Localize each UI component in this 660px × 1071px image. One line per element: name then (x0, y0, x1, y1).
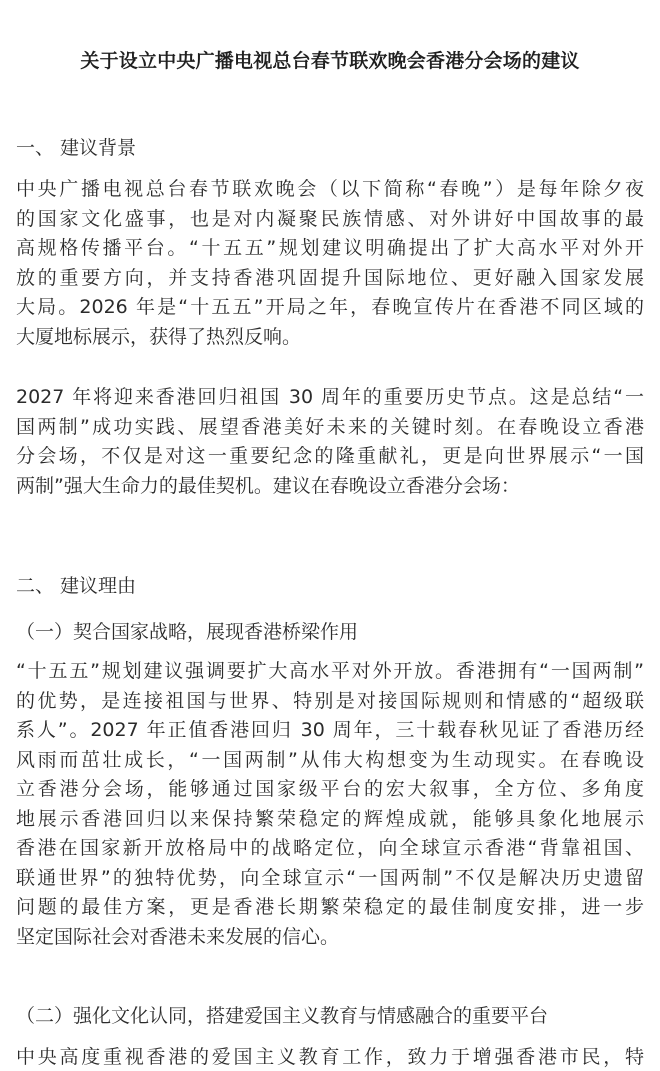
paragraph-line: 中央高度重视香港的爱国主义教育工作，致力于增强香港市民，特 (16, 1046, 644, 1068)
paragraph-line: 高规格传播平台。“十五五”规划建议明确提出了扩大高水平对外开 (16, 237, 644, 259)
paragraph-line: “十五五”规划建议强调要扩大高水平对外开放。香港拥有“一国两制” (16, 660, 644, 682)
paragraph-line: 的优势，是连接祖国与世界、特别是对接国际规则和情感的“超级联 (16, 689, 644, 712)
section-heading-reasons: 二、 建议理由 (16, 575, 137, 597)
paragraph-line: 坚定国际社会对香港未来发展的信心。 (16, 925, 340, 948)
paragraph-background-2 (16, 383, 644, 501)
subsection-heading-culture: （二）强化文化认同，搭建爱国主义教育与情感融合的重要平台 (16, 1005, 549, 1027)
paragraph-strategy (16, 657, 644, 952)
paragraph-line: 系人”。2027 年正值香港回归 30 周年，三十载春秋见证了香港历经 (16, 719, 644, 741)
paragraph-culture (16, 1043, 644, 1071)
section-heading-background: 一、 建议背景 (16, 137, 137, 159)
paragraph-line: 大局。2026 年是“十五五”开局之年，春晚宣传片在香港不同区域的 (16, 296, 644, 318)
paragraph-line: 分会场，不仅是对这一重要纪念的隆重献礼，更是向世界展示“一国 (16, 445, 644, 467)
paragraph-background-1 (16, 175, 644, 352)
paragraph-line: 联通世界”的独特优势，向全球宣示“一国两制”不仅是解决历史遗留 (16, 866, 644, 889)
paragraph-line: 立香港分会场，能够通过国家级平台的宏大叙事，全方位、多角度 (16, 778, 644, 800)
paragraph-line: 地展示香港回归以来保持繁荣稳定的辉煌成就，能够具象化地展示 (16, 807, 644, 830)
paragraph-line: 大厦地标展示，获得了热烈反响。 (16, 325, 302, 348)
paragraph-line: 国两制”成功实践、展望香港美好未来的关键时刻。在春晚设立香港 (16, 415, 644, 438)
subsection-heading-strategy: （一）契合国家战略，展现香港桥梁作用 (16, 621, 359, 643)
paragraph-line: 中央广播电视总台春节联欢晚会（以下简称“春晚”）是每年除夕夜 (16, 178, 644, 200)
paragraph-line: 放的重要方向，并支持香港巩固提升国际地位、更好融入国家发展 (16, 266, 644, 289)
paragraph-line: 香港在国家新开放格局中的战略定位，向全球宣示香港“背靠祖国、 (16, 837, 644, 859)
document-title: 关于设立中央广播电视总台春节联欢晚会香港分会场的建议 (80, 50, 580, 72)
paragraph-line: 风雨而茁壮成长，“一国两制”从伟大构想变为生动现实。在春晚设 (16, 748, 644, 771)
paragraph-line: 2027 年将迎来香港回归祖国 30 周年的重要历史节点。这是总结“一 (16, 386, 644, 408)
paragraph-line: 问题的最佳方案，更是香港长期繁荣稳定的最佳制度安排，进一步 (16, 896, 644, 918)
paragraph-line: 两制”强大生命力的最佳契机。建议在春晚设立香港分会场： (16, 474, 520, 497)
paragraph-line: 的国家文化盛事，也是对内凝聚民族情感、对外讲好中国故事的最 (16, 207, 644, 230)
